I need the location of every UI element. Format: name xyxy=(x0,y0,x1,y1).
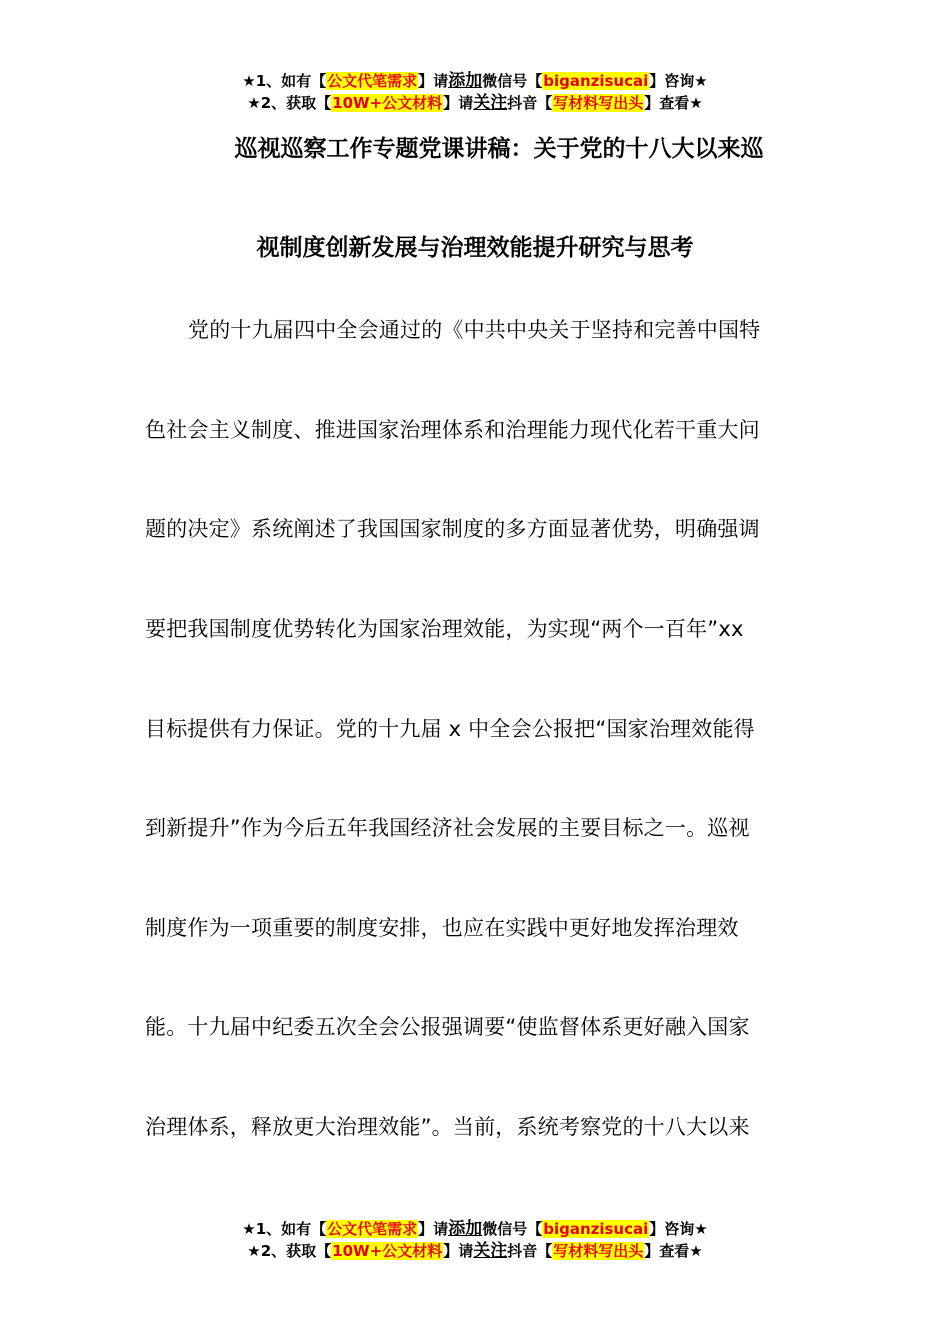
body-line: 色社会主义制度、推进国家治理体系和治理能力现代化若干重大问 xyxy=(145,418,760,442)
add-emphasis: 添加 xyxy=(448,1219,483,1239)
follow-emphasis: 关注 xyxy=(473,93,508,113)
wechat-id-highlight: biganzisucai xyxy=(543,1220,649,1238)
body-line: 制度作为一项重要的制度安排，也应在实践中更好地发挥治理效 xyxy=(145,916,739,940)
body-line: 要把我国制度优势转化为国家治理效能，为实现“两个一百年”xx xyxy=(145,617,744,641)
document-title-line-2: 视制度创新发展与治理效能提升研究与思考 xyxy=(256,235,694,261)
materials-highlight: 10W+公文材料 xyxy=(332,94,443,112)
body-line: 到新提升”作为今后五年我国经济社会发展的主要目标之一。巡视 xyxy=(145,816,750,840)
add-emphasis: 添加 xyxy=(448,71,483,91)
douyin-account-highlight: 写材料写出头 xyxy=(553,94,644,112)
materials-highlight: 10W+公文材料 xyxy=(332,1242,443,1260)
body-line: 题的决定》系统阐述了我国国家制度的多方面显著优势，明确强调 xyxy=(145,517,760,541)
body-line: 治理体系，释放更大治理效能”。当前，系统考察党的十八大以来 xyxy=(145,1115,750,1139)
wechat-id-highlight: biganzisucai xyxy=(543,72,649,90)
body-line: 目标提供有力保证。党的十九届 x 中全会公报把“国家治理效能得 xyxy=(145,717,755,741)
footer-banner-line-2: ★2、获取【10W+公文材料】请关注抖音【写材料写出头】查看★ xyxy=(247,1241,703,1261)
follow-emphasis: 关注 xyxy=(473,1241,508,1261)
header-banner xyxy=(0,70,950,114)
document-title-line-1: 巡视巡察工作专题党课讲稿：关于党的十八大以来巡 xyxy=(234,136,764,162)
footer-banner-line-1: ★1、如有【公文代笔需求】请添加微信号【biganzisucai】咨询★ xyxy=(242,1219,708,1239)
body-line: 党的十九届四中全会通过的《中共中央关于坚持和完善中国特 xyxy=(188,318,761,342)
header-banner-line-1: ★1、如有【公文代笔需求】请添加微信号【biganzisucai】咨询★ xyxy=(242,71,708,91)
footer-banner xyxy=(0,1218,950,1262)
douyin-account-highlight: 写材料写出头 xyxy=(553,1242,644,1260)
body-line: 能。十九届中纪委五次全会公报强调要“使监督体系更好融入国家 xyxy=(145,1015,750,1039)
header-banner-line-2: ★2、获取【10W+公文材料】请关注抖音【写材料写出头】查看★ xyxy=(247,93,703,113)
service-highlight: 公文代笔需求 xyxy=(327,72,418,90)
service-highlight: 公文代笔需求 xyxy=(327,1220,418,1238)
